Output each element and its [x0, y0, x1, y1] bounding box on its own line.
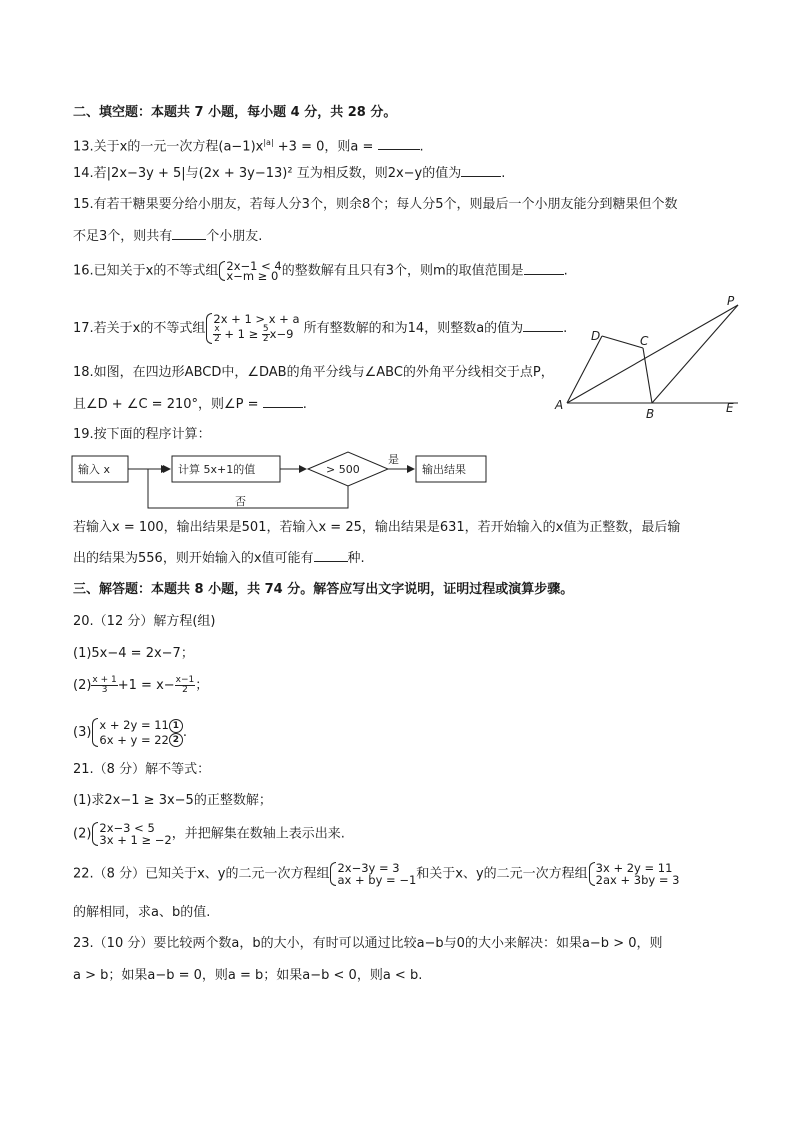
question-22-line-2: 的解相同，求a、b的值. — [73, 905, 211, 920]
q14-period: . — [501, 166, 506, 181]
q16-inequality-system — [218, 261, 281, 281]
q20-frac1-num: x + 1 — [92, 675, 117, 685]
yes-label: 是 — [388, 453, 399, 466]
q17-text-b: 所有整数解的和为14，则整数a的值为 — [303, 321, 524, 336]
q20-p3-prefix: (3) — [73, 725, 92, 740]
q22-s1-row-2: ax + by = −1 — [337, 873, 417, 887]
question-21-part-1: (1)求2x−1 ≥ 3x−5的正整数解； — [73, 793, 272, 808]
calc-label: 计算 5x+1的值 — [178, 463, 256, 476]
q22-s2-row-1: 3x + 2y = 11 — [595, 861, 673, 875]
q22-system-2 — [588, 862, 680, 886]
q13-text-b: +3 = 0，则a = — [273, 139, 378, 155]
question-13 — [73, 133, 424, 157]
q15-text-b: 个小朋友. — [206, 229, 263, 244]
q20-frac1-den: 3 — [101, 685, 108, 695]
q13-answer-blank[interactable] — [378, 137, 420, 150]
section-heading-solve: 三、解答题：本题共 8 小题，共 74 分。解答应写出文字说明，证明过程或演算步骤。 — [73, 582, 574, 597]
line-dc — [602, 336, 643, 348]
q17-text-a: 17.若关于x的不等式组 — [73, 321, 206, 336]
question-18-line-2 — [73, 395, 307, 415]
q20-eq-2: 6x + y = 22 2 — [99, 733, 182, 748]
q16-row-1: 2x−1 < 4 — [226, 259, 282, 273]
label-p: P — [727, 294, 735, 308]
question-15-line-1: 15.有若干糖果要分给小朋友，若每人分3个，则余8个；每人分5个，则最后一个小朋友能分到糖果但个数 — [73, 197, 678, 212]
q14-text: 14.若|2x−3y + 5|与(2x + 3y−13)² 互为相反数，则2x−y的值为 — [73, 166, 462, 181]
q21-inequality-system — [91, 822, 171, 846]
question-21-part-2 — [73, 822, 345, 846]
input-label: 输入 x — [78, 463, 111, 476]
q20-p2-prefix: (2) — [73, 678, 92, 693]
q19-text-b: 种. — [347, 551, 365, 566]
q18-answer-blank[interactable] — [263, 395, 303, 408]
q16-text-b: 的整数解有且只有3个，则m的取值范围是 — [281, 263, 524, 279]
q21-p2-prefix: (2) — [73, 826, 92, 842]
q13-period: . — [419, 139, 424, 155]
q18-text-a: 且∠D + ∠C = 210°，则∠P = — [73, 397, 263, 412]
circled-2-icon: 2 — [169, 733, 183, 747]
question-20-part-1: (1)5x−4 = 2x−7； — [73, 646, 194, 661]
question-23-line-2: a > b；如果a−b = 0，则a = b；如果a−b < 0，则a < b. — [73, 968, 423, 983]
q17-row-2 — [213, 325, 299, 344]
q20-p2-end: ； — [195, 678, 209, 693]
q19-answer-blank[interactable] — [314, 549, 348, 562]
q17-inequality-system — [205, 313, 299, 344]
program-flowchart — [70, 450, 490, 514]
section-heading-fill-in: 二、填空题：本题共 7 小题，每小题 4 分，共 28 分。 — [73, 105, 397, 120]
circled-1-icon: 1 — [169, 719, 183, 733]
q21-row-2: 3x + 1 ≥ −2 — [99, 833, 172, 847]
question-16 — [73, 261, 568, 282]
q16-answer-blank[interactable] — [524, 262, 564, 275]
q17-row-1: 2x + 1 > x + a — [213, 312, 300, 326]
q17-frac-den: 2 — [214, 334, 220, 344]
q17-frac-num: x — [214, 324, 220, 334]
question-21-title: 21.（8 分）解不等式： — [73, 762, 211, 777]
q17-frac2-den: 2 — [262, 334, 269, 344]
question-18-line-1: 18.如图，在四边形ABCD中，∠DAB的角平分线与∠ABC的外角平分线相交于点P， — [73, 365, 554, 380]
question-19-title: 19.按下面的程序计算： — [73, 427, 211, 442]
q15-answer-blank[interactable] — [172, 227, 206, 240]
q20-frac2-den: 2 — [182, 685, 188, 695]
question-22-line-1 — [73, 862, 679, 886]
q14-answer-blank[interactable] — [461, 164, 501, 177]
q19-text-a: 出的结果为556，则开始输入的x值可能有 — [73, 551, 314, 566]
q17-period: . — [563, 321, 568, 336]
q22-system-1 — [329, 862, 416, 886]
q15-text-a: 不足3个，则共有 — [73, 229, 173, 244]
label-c: C — [640, 334, 649, 348]
q13-exponent: |a| — [263, 138, 274, 147]
label-e: E — [726, 401, 734, 415]
label-a: A — [555, 398, 564, 412]
quadrilateral-figure — [548, 290, 748, 425]
q22-s2-row-2: 2ax + 3by = 3 — [595, 873, 680, 887]
q17-row-2-end: x−9 — [269, 327, 294, 341]
q21-p2-text: ，并把解集在数轴上表示出来. — [171, 826, 345, 842]
question-14 — [73, 164, 505, 184]
q21-row-1: 2x−3 < 5 — [99, 821, 155, 835]
label-d: D — [591, 329, 601, 343]
question-20-part-3 — [73, 718, 187, 747]
q18-period: . — [302, 397, 307, 412]
q17-row-2-mid: + 1 ≥ — [224, 327, 259, 341]
output-label: 输出结果 — [422, 463, 466, 476]
line-bp — [652, 305, 738, 403]
q16-text-a: 16.已知关于x的不等式组 — [73, 263, 219, 279]
q16-period: . — [563, 263, 568, 279]
q22-text-a: 22.（8 分）已知关于x、y的二元一次方程组 — [73, 866, 330, 882]
q20-p3-end: . — [182, 725, 188, 740]
q22-s1-row-1: 2x−3y = 3 — [337, 861, 400, 875]
q20-frac2-num: x−1 — [175, 675, 195, 685]
q20-p2-mid: +1 = x− — [117, 678, 175, 693]
q13-text-a: 13.关于x的一元一次方程(a−1)x — [73, 139, 264, 155]
question-19-line-1: 若输入x = 100，输出结果是501，若输入x = 25，输出结果是631，若开始输入的x值为正整数，最后输 — [73, 520, 681, 535]
condition-label: > 500 — [326, 463, 360, 476]
question-17 — [73, 313, 567, 344]
question-20-part-2 — [73, 676, 208, 696]
q16-row-2: x−m ≥ 0 — [226, 269, 279, 283]
q20-equation-system — [91, 718, 182, 747]
question-19-line-2 — [73, 549, 365, 569]
label-b: B — [646, 407, 655, 421]
question-20-title: 20.（12 分）解方程(组) — [73, 614, 216, 629]
q20-eq-1: x + 2y = 11 1 — [99, 718, 182, 733]
q22-text-b: 和关于x、y的二元一次方程组 — [416, 866, 588, 882]
no-label: 否 — [235, 495, 246, 508]
question-15-line-2 — [73, 227, 262, 247]
q17-frac2-num: 5 — [262, 324, 269, 334]
question-23-line-1: 23.（10 分）要比较两个数a，b的大小，有时可以通过比较a−b与0的大小来解决：如果a−b > 0，则 — [73, 936, 663, 951]
